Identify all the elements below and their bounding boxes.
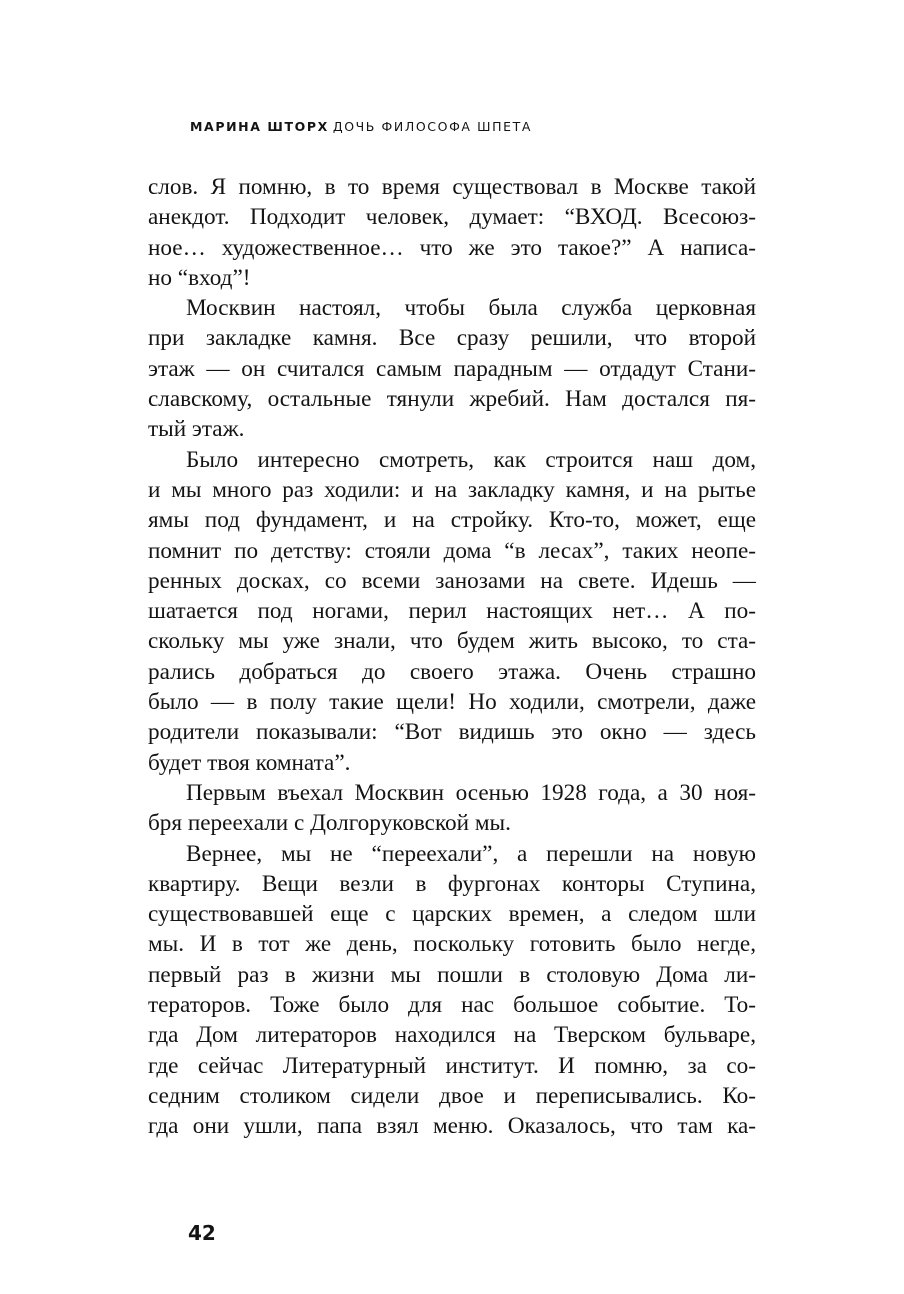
text-line: рались добраться до своего этажа. Очень страшно [148,658,756,685]
text-line: ное… художественное… что же это такое?” А написа- [148,234,756,261]
text-line: существовавшей еще с царских времен, а следом шли [148,901,756,928]
text-line: тый этаж. [148,416,245,443]
text-line: слов. Я помню, в то время существовал в Москве такой [148,174,756,200]
text-line: где сейчас Литературный институт. И помню, за со- [148,1052,756,1079]
text-line: ренных досках, со всеми занозами на свете. Идешь — [148,567,756,594]
text-line: бря переехали с Долгоруковской мы. [148,810,511,837]
text-line: первый раз в жизни мы пошли в столовую Дома ли- [148,961,756,988]
text-line: было — в полу такие щели! Но ходили, смотрели, даже [148,689,756,716]
text-line: родители показывали: “Вот видишь это окно — здесь [148,719,756,746]
text-line: седним столиком сидели двое и переписывались. Ко- [148,1082,756,1109]
page-number: 42 [188,1221,216,1245]
running-head [190,119,532,134]
paragraph [148,293,756,444]
text-line: тераторов. Тоже было для нас большое событие. То- [148,992,756,1019]
text-line: квартиру. Вещи везли в фургонах конторы Ступина, [148,870,756,897]
paragraph [148,445,756,778]
text-line: славскому, остальные тянули жребий. Нам достался пя- [148,386,756,413]
text-line: помнит по детству: стояли дома “в лесах”, таких неопе- [148,537,756,564]
text-line: скольку мы уже знали, что будем жить высоко, то ста- [148,628,756,655]
text-line: мы. И в тот же день, поскольку готовить было негде, [148,931,756,958]
text-line: шатается под ногами, перил настоящих нет… А по- [148,598,756,625]
text-line: Москвин настоял, чтобы была служба церковная [186,295,756,322]
text-line: гда Дом литераторов находился на Тверском бульваре, [148,1022,756,1049]
body-text [148,172,756,1142]
text-line: Было интересно смотреть, как строится наш дом, [186,446,756,473]
text-line: но “вход”! [148,264,251,291]
text-line: анекдот. Подходит человек, думает: “ВХОД. Всесоюз- [148,204,756,231]
text-line: этаж — он считался самым парадным — отдадут Стани- [148,355,756,382]
text-line: будет твоя комната”. [148,749,351,776]
text-line: ямы под фундамент, и на стройку. Кто-то, может, еще [148,507,756,534]
running-head-author: МАРИНА ШТОРХ [190,119,329,134]
paragraph [148,839,756,1142]
paragraph [148,172,756,293]
text-line: гда они ушли, папа взял меню. Оказалось, что там ка- [148,1113,756,1140]
paragraph [148,778,756,839]
text-line: при закладке камня. Все сразу решили, что второй [148,325,756,352]
text-line: Первым въехал Москвин осенью 1928 года, а 30 ноя- [186,779,756,806]
text-line: Вернее, мы не “переехали”, а перешли на новую [186,840,756,867]
text-line: и мы много раз ходили: и на закладку камня, и на рытье [148,476,756,503]
running-head-title: ДОЧЬ ФИЛОСОФА ШПЕТА [332,119,533,134]
